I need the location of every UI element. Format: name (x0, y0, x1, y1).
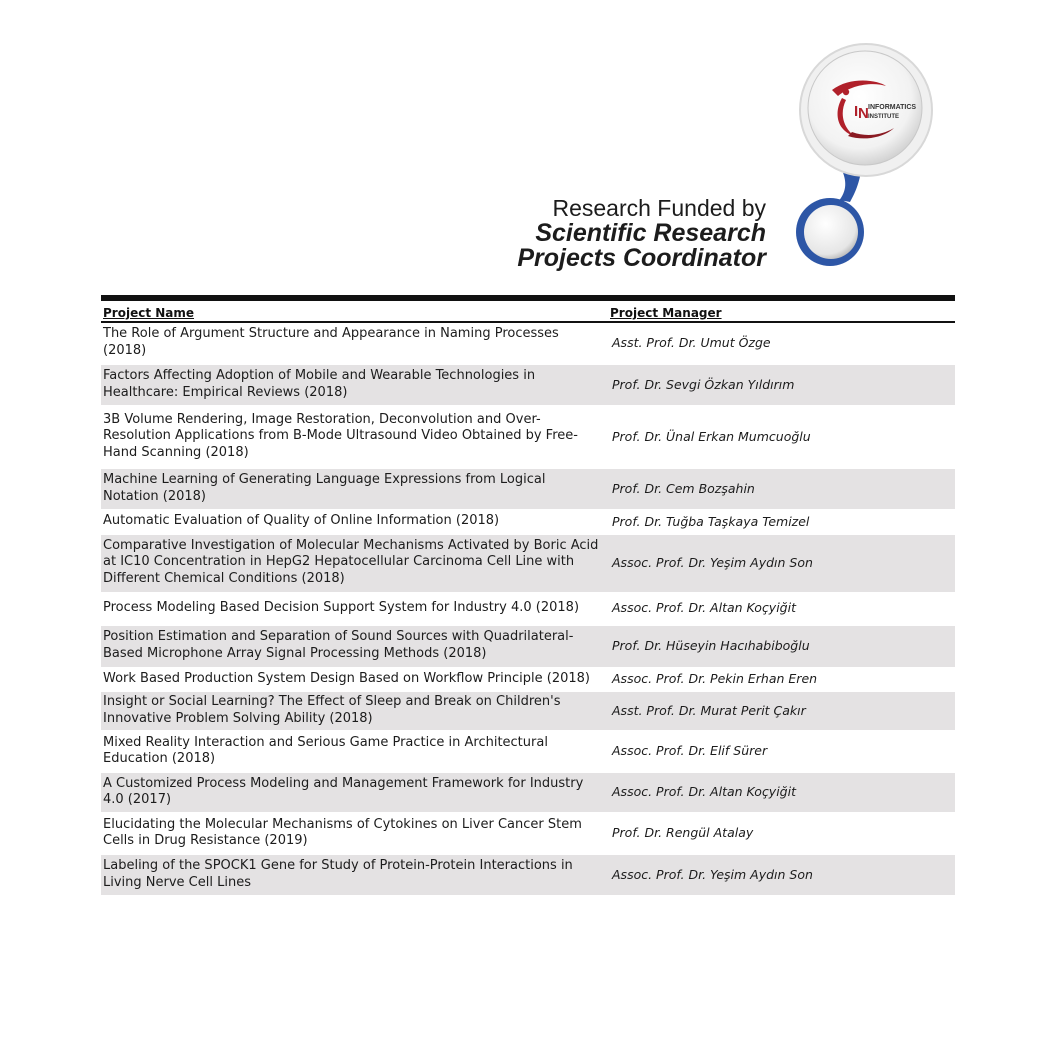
project-name-cell: Position Estimation and Separation of Sound Sources with Quadrilateral-Based Microphone Array Signal Processing Methods (2018) (101, 625, 608, 668)
table-row (101, 593, 955, 625)
table-row (101, 731, 955, 772)
project-name-cell: A Customized Process Modeling and Management Framework for Industry 4.0 (2017) (101, 772, 608, 813)
table-row (101, 691, 955, 731)
svg-text:N: N (858, 105, 869, 122)
project-name-cell: Factors Affecting Adoption of Mobile and Wearable Technologies in Healthcare: Empirical Reviews (2018) (101, 364, 608, 406)
column-header-project-manager: Project Manager (608, 301, 955, 322)
project-name-cell: Insight or Social Learning? The Effect of Sleep and Break on Children's Innovative Problem Solving Ability (2018) (101, 691, 608, 731)
project-name-cell: Labeling of the SPOCK1 Gene for Study of Protein-Protein Interactions in Living Nerve Cell Lines (101, 854, 608, 895)
project-manager-cell: Assoc. Prof. Dr. Yeşim Aydın Son (608, 534, 955, 593)
project-manager-cell: Prof. Dr. Tuğba Taşkaya Temizel (608, 510, 955, 534)
logo-text-bottom: INSTITUTE (868, 114, 899, 120)
project-name-cell: Automatic Evaluation of Quality of Online Information (2018) (101, 510, 608, 534)
project-manager-cell: Asst. Prof. Dr. Umut Özge (608, 322, 955, 364)
project-name-cell: Comparative Investigation of Molecular Mechanisms Activated by Boric Acid at IC10 Concentration in HepG2 Hepatocellular Carcinoma Cell Line with Different Chemical Conditions (2018) (101, 534, 608, 593)
project-manager-cell: Prof. Dr. Hüseyin Hacıhabiboğlu (608, 625, 955, 668)
table-header-row (101, 301, 955, 322)
heading-line-2: Scientific Research (535, 219, 766, 247)
projects-table-container (101, 295, 955, 895)
table-row (101, 772, 955, 813)
table-row (101, 322, 955, 364)
project-manager-cell: Prof. Dr. Rengül Atalay (608, 813, 955, 854)
heading-line-3: Projects Coordinator (517, 244, 766, 272)
project-manager-cell: Assoc. Prof. Dr. Altan Koçyiğit (608, 593, 955, 625)
logo-graphic (790, 40, 940, 276)
project-name-cell: Elucidating the Molecular Mechanisms of Cytokines on Liver Cancer Stem Cells in Drug Resistance (2019) (101, 813, 608, 854)
project-manager-cell: Assoc. Prof. Dr. Altan Koçyiğit (608, 772, 955, 813)
table-row (101, 813, 955, 854)
project-name-cell: Mixed Reality Interaction and Serious Game Practice in Architectural Education (2018) (101, 731, 608, 772)
page-heading (517, 196, 766, 271)
project-name-cell: Process Modeling Based Decision Support System for Industry 4.0 (2018) (101, 593, 608, 625)
project-manager-cell: Asst. Prof. Dr. Murat Perit Çakır (608, 691, 955, 731)
project-manager-cell: Prof. Dr. Sevgi Özkan Yıldırım (608, 364, 955, 406)
project-manager-cell: Assoc. Prof. Dr. Elif Sürer (608, 731, 955, 772)
table-row (101, 406, 955, 468)
table-row (101, 668, 955, 692)
project-name-cell: 3B Volume Rendering, Image Restoration, Deconvolution and Over-Resolution Applications from B-Mode Ultrasound Video Obtained by Free-Hand Scanning (2018) (101, 406, 608, 468)
logo-text-top: INFORMATICS (868, 104, 917, 111)
project-manager-cell: Assoc. Prof. Dr. Yeşim Aydın Son (608, 854, 955, 895)
project-manager-cell: Prof. Dr. Cem Bozşahin (608, 468, 955, 510)
table-row (101, 364, 955, 406)
project-name-cell: The Role of Argument Structure and Appearance in Naming Processes (2018) (101, 322, 608, 364)
informatics-institute-logo (790, 40, 940, 276)
column-header-project-name: Project Name (101, 301, 608, 322)
table-row (101, 468, 955, 510)
projects-table (101, 301, 955, 895)
project-manager-cell: Assoc. Prof. Dr. Pekin Erhan Eren (608, 668, 955, 692)
project-manager-cell: Prof. Dr. Ünal Erkan Mumcuoğlu (608, 406, 955, 468)
heading-line-1: Research Funded by (552, 195, 766, 221)
project-name-cell: Work Based Production System Design Based on Workflow Principle (2018) (101, 668, 608, 692)
table-row (101, 534, 955, 593)
project-name-cell: Machine Learning of Generating Language Expressions from Logical Notation (2018) (101, 468, 608, 510)
table-row (101, 625, 955, 668)
table-row (101, 510, 955, 534)
svg-text:I: I (854, 103, 859, 120)
table-row (101, 854, 955, 895)
